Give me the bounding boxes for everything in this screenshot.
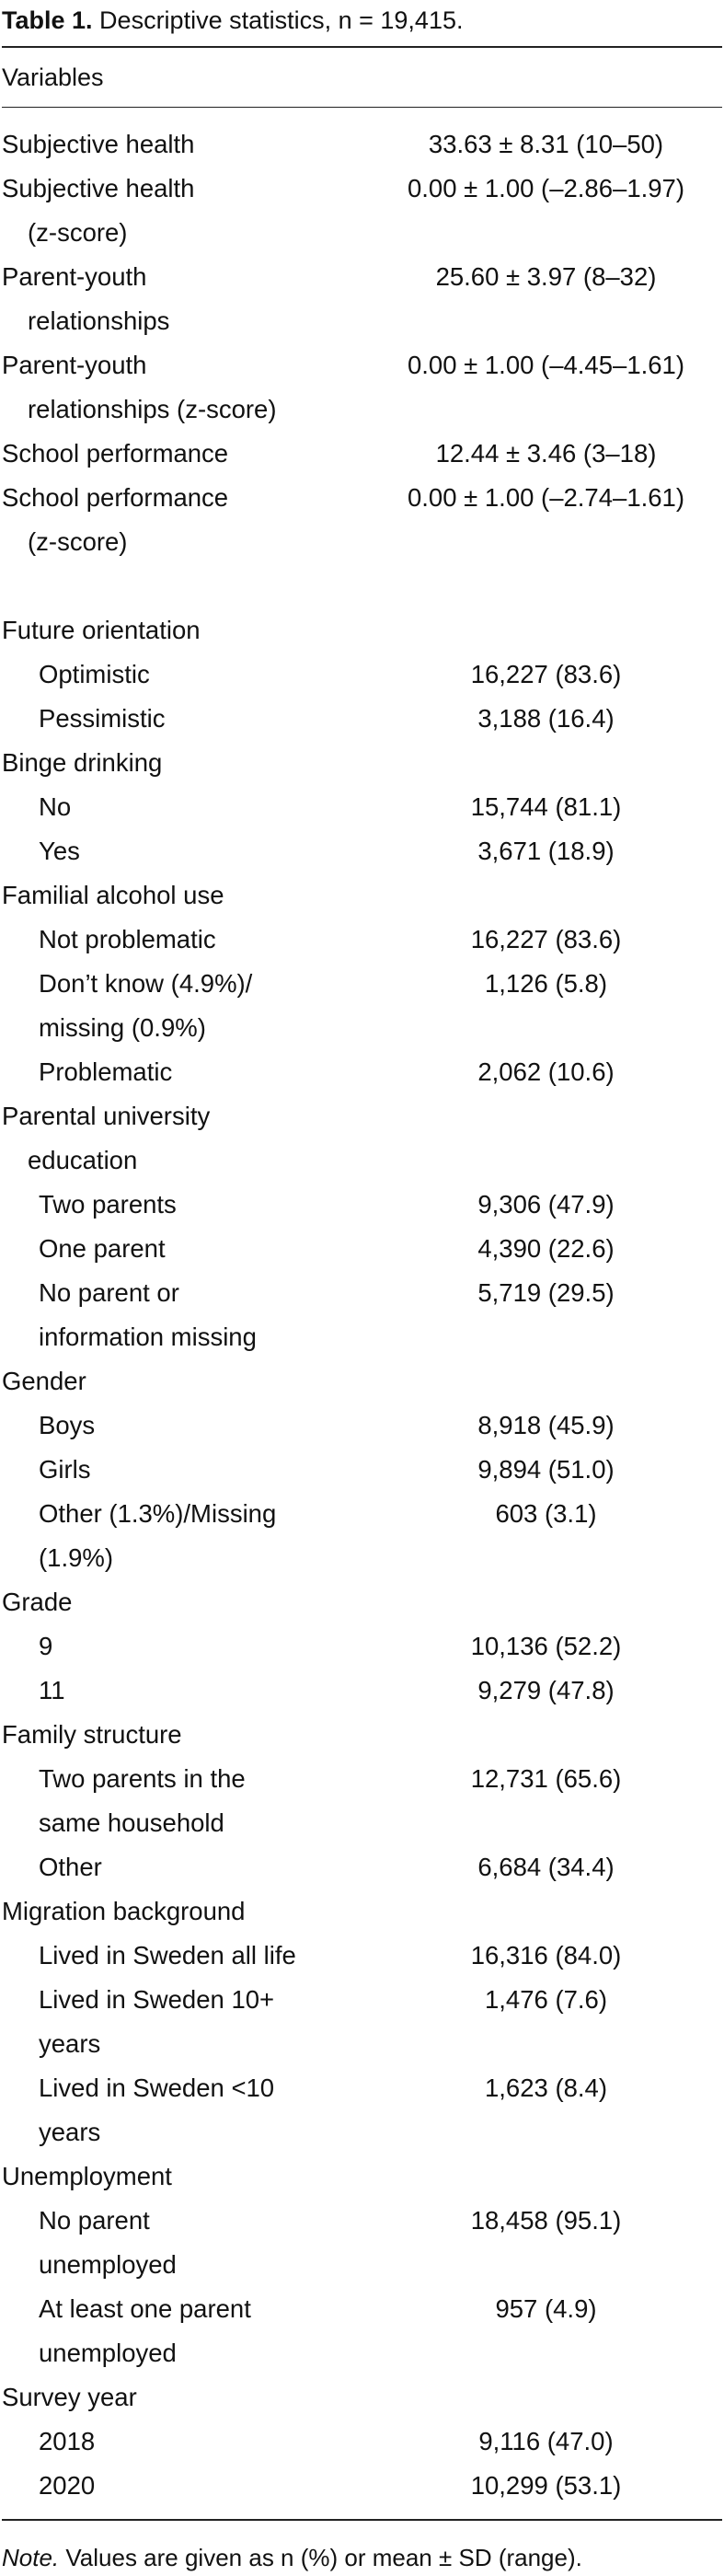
variable-label-continued: (1.9%) — [39, 1543, 113, 1572]
variable-label-continued: (z-score) — [28, 218, 128, 247]
variable-label: Lived in Sweden 10+ — [39, 1985, 275, 2014]
table-row — [2, 1183, 722, 1227]
variable-label: Family structure — [2, 1720, 182, 1749]
variable-label: Parental university — [2, 1102, 211, 1130]
variable-cell — [2, 1183, 370, 1227]
table-row — [2, 741, 722, 785]
table-row — [2, 1713, 722, 1757]
variable-label: Yes — [39, 837, 80, 865]
variable-cell — [2, 1359, 370, 1404]
value-cell: 1,476 (7.6) — [484, 1985, 607, 2014]
variable-label-continued: missing (0.9%) — [39, 1013, 206, 1042]
variable-label: Pessimistic — [39, 704, 166, 733]
variable-cell — [2, 741, 370, 785]
variable-cell — [2, 1624, 370, 1669]
table-row — [2, 2287, 722, 2375]
variable-cell — [2, 829, 370, 873]
value-cell: 1,126 (5.8) — [484, 969, 607, 998]
value-cell: 33.63 ± 8.31 (10–50) — [428, 130, 664, 158]
variable-label: Familial alcohol use — [2, 881, 224, 909]
value-cell: 16,227 (83.6) — [470, 925, 622, 953]
variable-cell — [2, 2375, 370, 2420]
variable-cell — [2, 1580, 370, 1624]
variable-label-continued: education — [28, 1146, 138, 1174]
variable-cell — [2, 1448, 370, 1492]
variable-label: Two parents in the — [39, 1764, 246, 1793]
variable-label: 2018 — [39, 2427, 96, 2455]
variable-cell — [2, 1050, 370, 1094]
table-row — [2, 1889, 722, 1934]
value-cell: 2,062 (10.6) — [477, 1057, 615, 1086]
value-cell: 9,116 (47.0) — [478, 2427, 614, 2455]
table-row — [2, 1624, 722, 1669]
table-caption — [2, 0, 722, 46]
table-row — [2, 1845, 722, 1889]
table-row — [2, 1271, 722, 1359]
variable-cell — [2, 2199, 370, 2287]
table-spacer — [2, 564, 722, 608]
note-text: Values are given as n (%) or mean ± SD (range). — [59, 2544, 582, 2571]
variable-cell — [2, 1227, 370, 1271]
variable-cell — [2, 2066, 370, 2154]
table-row — [2, 1050, 722, 1094]
variable-cell — [2, 2464, 370, 2508]
variable-label: Unemployment — [2, 2162, 172, 2190]
value-cell: 9,306 (47.9) — [477, 1190, 615, 1219]
variable-cell — [2, 653, 370, 697]
value-cell: 0.00 ± 1.00 (–4.45–1.61) — [407, 351, 684, 379]
variable-cell — [2, 2420, 370, 2464]
variable-label-continued: relationships (z-score) — [28, 395, 277, 423]
variable-label: Grade — [2, 1588, 73, 1616]
table-row — [2, 829, 722, 873]
table-row — [2, 1934, 722, 1978]
variable-label: Not problematic — [39, 925, 216, 953]
variable-cell — [2, 343, 370, 432]
variable-cell — [2, 1845, 370, 1889]
table-row — [2, 1094, 722, 1183]
variable-label: 2020 — [39, 2471, 96, 2500]
table-row — [2, 1978, 722, 2066]
value-cell: 4,390 (22.6) — [477, 1234, 615, 1263]
variable-cell — [2, 697, 370, 741]
variable-label: Other — [39, 1853, 102, 1881]
variable-cell — [2, 608, 370, 653]
table-row — [2, 653, 722, 697]
value-cell: 0.00 ± 1.00 (–2.86–1.97) — [407, 174, 684, 202]
variable-label: 9 — [39, 1632, 53, 1660]
table-row — [2, 2375, 722, 2420]
variable-label: No parent or — [39, 1278, 179, 1307]
value-cell: 18,458 (95.1) — [470, 2206, 622, 2235]
table-row — [2, 2066, 722, 2154]
variable-cell — [2, 918, 370, 962]
variable-label: Parent-youth — [2, 262, 147, 291]
table-row — [2, 2154, 722, 2199]
value-cell: 5,719 (29.5) — [477, 1278, 615, 1307]
variable-cell — [2, 122, 370, 167]
variable-cell — [2, 1492, 370, 1580]
variable-cell — [2, 1889, 370, 1934]
value-cell: 0.00 ± 1.00 (–2.74–1.61) — [407, 483, 684, 512]
variable-cell — [2, 1094, 370, 1183]
value-cell: 16,316 (84.0) — [470, 1941, 622, 1970]
header-variables: Variables — [2, 64, 104, 91]
variable-cell — [2, 2287, 370, 2375]
value-cell: 1,623 (8.4) — [484, 2074, 607, 2102]
variable-label: Subjective health — [2, 174, 195, 202]
table-row — [2, 2420, 722, 2464]
variable-label: Boys — [39, 1411, 96, 1439]
table-row — [2, 2464, 722, 2508]
variable-cell — [2, 167, 370, 255]
table-row — [2, 1492, 722, 1580]
value-cell: 8,918 (45.9) — [477, 1411, 615, 1439]
caption-text: Descriptive statistics, n = 19,415. — [92, 6, 464, 34]
variable-label: Lived in Sweden all life — [39, 1941, 296, 1970]
variable-label: Subjective health — [2, 130, 195, 158]
variable-cell — [2, 962, 370, 1050]
variable-label: Girls — [39, 1455, 91, 1484]
variable-label: Optimistic — [39, 660, 150, 688]
table-header — [2, 48, 722, 107]
variable-label: No — [39, 792, 72, 821]
variable-label: One parent — [39, 1234, 166, 1263]
variable-label-continued: relationships — [28, 306, 170, 335]
value-cell: 6,684 (34.4) — [477, 1853, 615, 1881]
table-row — [2, 962, 722, 1050]
variable-label-continued: same household — [39, 1808, 224, 1837]
variable-label: Don’t know (4.9%)/ — [39, 969, 253, 998]
variable-cell — [2, 1404, 370, 1448]
variable-cell — [2, 2154, 370, 2199]
table-body — [2, 108, 722, 2508]
variable-label: Problematic — [39, 1057, 173, 1086]
variable-label: Gender — [2, 1367, 86, 1395]
table-row — [2, 476, 722, 564]
table-row — [2, 343, 722, 432]
table-row — [2, 122, 722, 167]
table-row — [2, 697, 722, 741]
value-cell: 12,731 (65.6) — [470, 1764, 622, 1793]
variable-label: At least one parent — [39, 2294, 251, 2323]
value-cell: 12.44 ± 3.46 (3–18) — [435, 439, 657, 468]
value-cell: 25.60 ± 3.97 (8–32) — [435, 262, 657, 291]
table-row — [2, 1757, 722, 1845]
variable-cell — [2, 873, 370, 918]
variable-cell — [2, 1271, 370, 1359]
variable-cell — [2, 1978, 370, 2066]
variable-label: Other (1.3%)/Missing — [39, 1499, 277, 1528]
variable-label: Lived in Sweden <10 — [39, 2074, 275, 2102]
variable-label: Two parents — [39, 1190, 177, 1219]
variable-label-continued: unemployed — [39, 2250, 177, 2279]
table-note — [2, 2519, 722, 2576]
table-row — [2, 1580, 722, 1624]
variable-cell — [2, 1713, 370, 1757]
table-row — [2, 608, 722, 653]
variable-label: Migration background — [2, 1897, 246, 1925]
table-row — [2, 918, 722, 962]
table-row — [2, 1448, 722, 1492]
variable-cell — [2, 432, 370, 476]
variable-cell — [2, 255, 370, 343]
table-row — [2, 1227, 722, 1271]
value-cell: 3,671 (18.9) — [477, 837, 615, 865]
table-row — [2, 873, 722, 918]
variable-label: No parent — [39, 2206, 150, 2235]
table-row — [2, 785, 722, 829]
table-row — [2, 1359, 722, 1404]
variable-label: Survey year — [2, 2383, 137, 2411]
variable-label-continued: (z-score) — [28, 527, 128, 556]
value-cell: 15,744 (81.1) — [470, 792, 622, 821]
table-row — [2, 2199, 722, 2287]
table-row — [2, 1669, 722, 1713]
variable-label: School performance — [2, 439, 229, 468]
variable-label: Binge drinking — [2, 748, 163, 777]
caption-label: Table 1. — [2, 6, 93, 34]
table-row — [2, 167, 722, 255]
value-cell: 10,299 (53.1) — [470, 2471, 622, 2500]
value-cell: 9,279 (47.8) — [477, 1676, 615, 1704]
note-label: Note. — [2, 2544, 60, 2571]
value-cell: 957 (4.9) — [495, 2294, 597, 2323]
table-row — [2, 1404, 722, 1448]
variable-label-continued: years — [39, 2029, 101, 2058]
variable-cell — [2, 1757, 370, 1845]
variable-label-continued: unemployed — [39, 2339, 177, 2367]
variable-cell — [2, 785, 370, 829]
variable-label-continued: information missing — [39, 1323, 257, 1351]
variable-label: 11 — [39, 1676, 65, 1704]
value-cell: 9,894 (51.0) — [477, 1455, 615, 1484]
variable-cell — [2, 476, 370, 564]
value-cell: 16,227 (83.6) — [470, 660, 622, 688]
variable-label: School performance — [2, 483, 229, 512]
variable-cell — [2, 1669, 370, 1713]
table-row — [2, 255, 722, 343]
variable-label-continued: years — [39, 2118, 101, 2146]
variable-label: Future orientation — [2, 616, 201, 644]
value-cell: 3,188 (16.4) — [477, 704, 615, 733]
variable-label: Parent-youth — [2, 351, 147, 379]
value-cell: 603 (3.1) — [495, 1499, 597, 1528]
value-cell: 10,136 (52.2) — [470, 1632, 622, 1660]
table-row — [2, 432, 722, 476]
variable-cell — [2, 1934, 370, 1978]
